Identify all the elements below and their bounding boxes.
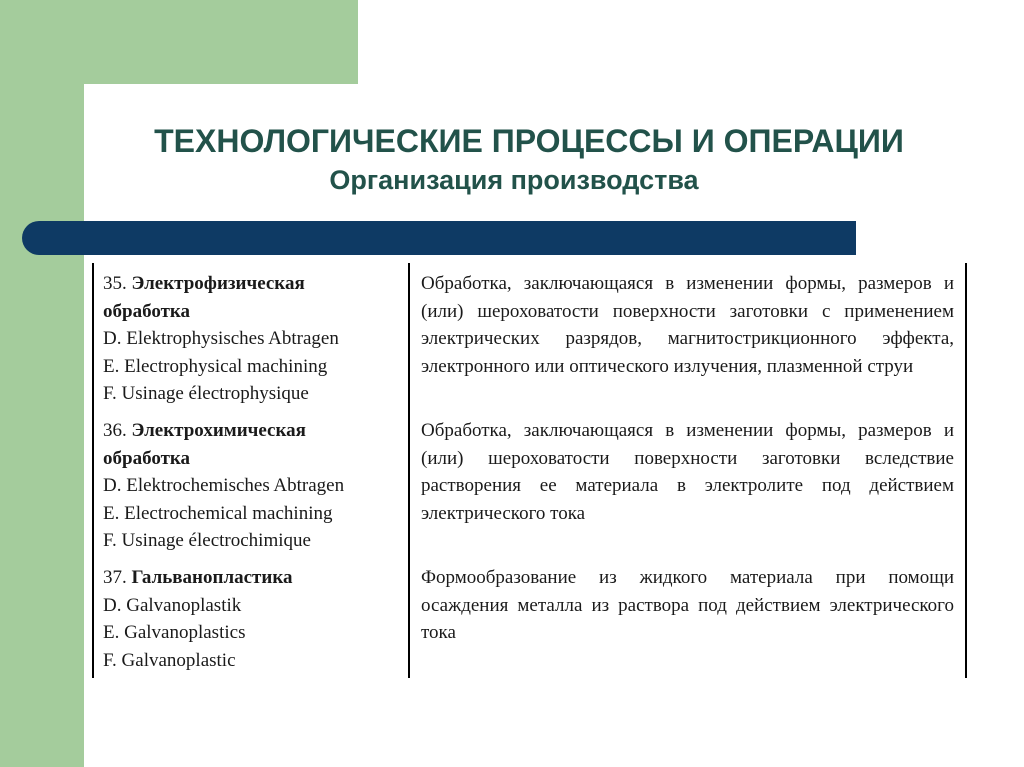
term-english: E. Galvanoplastics <box>103 622 246 643</box>
term-french: F. Usinage électrochimique <box>103 530 311 551</box>
term-english: E. Electrophysical machining <box>103 355 328 377</box>
term-cell <box>103 564 403 674</box>
decor-green-top <box>0 0 358 84</box>
term-french: F. Galvanoplastic <box>103 649 236 671</box>
term-name: Гальванопластика <box>131 567 293 588</box>
slide-subtitle: Организация производства <box>329 165 699 195</box>
terms-table <box>92 263 968 678</box>
term-number: 37. <box>103 567 127 588</box>
decor-title-bar <box>22 221 856 255</box>
term-name: Электрофизическая <box>131 273 305 294</box>
term-definition: Формообразование из жидкого материала при помощи осаждения металла из раствора под действием электрического тока <box>421 567 954 643</box>
term-definition: Обработка, заключающаяся в изменении формы, размеров и (или) шероховатости поверхности заготовки вследствие растворения ее материала в электролите под действием электрического тока <box>421 420 954 524</box>
slide-title: ТЕХНОЛОГИЧЕСКИЕ ПРОЦЕССЫ И ОПЕРАЦИИ <box>154 123 904 159</box>
term-german: D. Elektrochemisches Abtragen <box>103 475 345 496</box>
term-number: 35. <box>103 273 127 294</box>
table-border-right <box>965 263 967 678</box>
term-cell <box>103 270 403 408</box>
term-number: 36. <box>103 420 127 441</box>
table-border-left <box>92 263 94 678</box>
table-column-divider <box>408 263 410 678</box>
decor-green-left <box>0 0 84 767</box>
term-german: D. Galvanoplastik <box>103 594 242 616</box>
term-german: D. Elektrophysisches Abtragen <box>103 328 339 349</box>
term-name: Электрохимическая <box>131 420 306 441</box>
term-name-continued: обработка <box>103 300 191 322</box>
term-english: E. Electrochemical machining <box>103 502 333 524</box>
term-cell <box>103 417 403 555</box>
term-definition: Обработка, заключающаяся в изменении формы, размеров и (или) шероховатости поверхности заготовки с применением электрических разрядов, магнитострикционного эффекта, электронного или оптического излучения, плазменной струи <box>421 273 954 377</box>
term-french: F. Usinage électrophysique <box>103 383 309 404</box>
term-name-continued: обработка <box>103 447 191 469</box>
